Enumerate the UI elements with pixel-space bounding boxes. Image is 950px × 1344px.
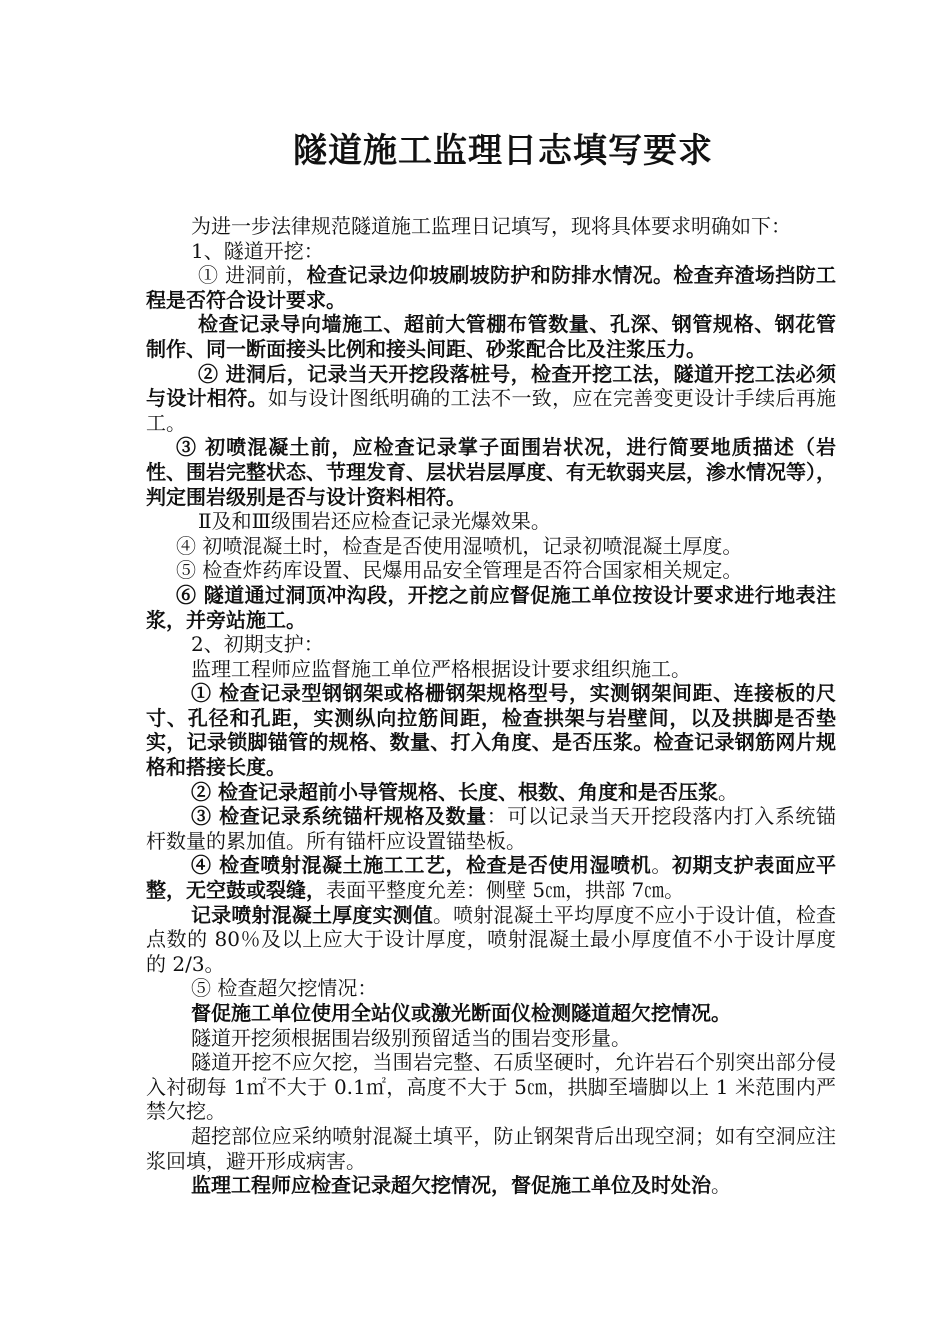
- paragraph: [146, 1050, 836, 1124]
- text-run: ④ 初喷混凝土时，检查是否使用湿喷机，记录初喷混凝土厚度。: [176, 533, 743, 558]
- text-run: 超挖部位应采纳喷射混凝土填平，防止钢架背后出现空洞；如有空洞应注浆回填，避开形成病害。: [146, 1123, 836, 1173]
- text-run: ① 进洞前，: [198, 263, 307, 288]
- paragraph: [146, 853, 836, 902]
- bold-text-run: ① 检查记录型钢钢架或格栅钢架规格型号，实测钢架间距、连接板的尺寸、孔径和孔距，实测纵向拉筋间距，检查拱架与岩壁间，以及拱脚是否垫实，记录锁脚锚管的规格、数量、打入角度、是否压浆。检查记录钢筋网片规格和搭接长度。: [146, 681, 836, 780]
- bold-text-run: ⑥ 隧道通过洞顶冲沟段，开挖之前应督促施工单位按设计要求进行地表注浆，并旁站施工。: [146, 582, 836, 632]
- text-run: 隧道开挖不应欠挖，当围岩完整、石质坚硬时，允许岩石个别突出部分侵入衬砌每 1㎡不大于 0.1㎡，高度不大于 5㎝，拱脚至墙脚以上 1 米范围内严禁欠挖。: [146, 1050, 836, 1124]
- text-run: ⑤ 检查超欠挖情况：: [191, 976, 378, 1001]
- bold-text-run: 检查记录导向墙施工、超前大管棚布管数量、孔深、钢管规格、钢花管制作、同一断面接头比例和接头间距、砂浆配合比及注浆压力。: [146, 312, 836, 361]
- paragraph: [146, 780, 836, 805]
- paragraph: [146, 681, 836, 779]
- paragraph: [146, 239, 836, 264]
- text-run: 如与设计图纸明确的工法不一致，应在完善变更设计手续后再施工。: [146, 386, 837, 435]
- paragraph: [146, 435, 836, 509]
- bold-text-run: ③ 检查记录系统锚杆规格及数量: [191, 804, 487, 829]
- bold-text-run: 督促施工单位使用全站仪或激光断面仪检测隧道超欠挖情况。: [191, 1001, 731, 1025]
- bold-text-run: 记录喷射混凝土厚度实测值: [191, 902, 433, 927]
- text-run: 为进一步法律规范隧道施工监理日记填写，现将具体要求明确如下：: [191, 214, 791, 238]
- bold-text-run: 监理工程师应检查记录超欠挖情况，督促施工单位及时处治: [191, 1173, 711, 1198]
- text-run: 。: [717, 779, 738, 804]
- paragraph: [146, 534, 836, 559]
- paragraph: [146, 362, 836, 436]
- document-page: [146, 128, 836, 1198]
- text-run: 隧道开挖须根据围岩级别预留适当的围岩变形量。: [191, 1025, 631, 1050]
- paragraph: [146, 903, 836, 977]
- document-title: 隧道施工监理日志填写要求: [293, 131, 713, 171]
- paragraph: [146, 657, 836, 682]
- paragraph: [146, 1124, 836, 1173]
- paragraph: [146, 1001, 836, 1026]
- paragraph: [146, 583, 836, 632]
- bold-text-run: 检查记录边仰坡刷坡防护和防排水情况。检查弃渣场挡防工程是否符合设计要求。: [146, 263, 837, 312]
- text-run: 。喷射混凝土平均厚度不应小于设计值，检查点数的 80％及以上应大于设计厚度，喷射混凝土最小厚度值不小于设计厚度的 2/3。: [146, 902, 837, 976]
- paragraph: [146, 632, 836, 657]
- paragraph: [146, 558, 836, 583]
- paragraph: [146, 804, 836, 853]
- text-run: 2、初期支护：: [191, 632, 324, 657]
- paragraph: [146, 312, 836, 361]
- text-run: 。: [651, 853, 672, 878]
- paragraph: [146, 976, 836, 1001]
- paragraph: [146, 1026, 836, 1051]
- text-run: 监理工程师应监督施工单位严格根据设计要求组织施工。: [191, 656, 691, 681]
- paragraph: [146, 263, 836, 312]
- text-run: ⑤ 检查炸药库设置、民爆用品安全管理是否符合国家相关规定。: [176, 558, 743, 583]
- text-run: ：可以记录当天开挖段落内打入系统锚杆数量的累加值。所有锚杆应设置锚垫板。: [146, 804, 836, 853]
- bold-text-run: ② 进洞后，记录当天开挖段落桩号，检查开挖工法，隧道开挖工法必须与设计相符。: [146, 361, 836, 411]
- paragraph: [146, 1173, 836, 1198]
- bold-text-run: ② 检查记录超前小导管规格、长度、根数、角度和是否压浆: [191, 779, 718, 804]
- bold-text-run: 初期支护表面应平整，无空鼓或裂缝，: [146, 853, 837, 903]
- paragraph: [146, 509, 836, 534]
- text-run: Ⅱ及和Ⅲ级围岩还应检查记录光爆效果。: [198, 509, 551, 534]
- paragraph: [146, 214, 836, 239]
- document-body: [146, 214, 836, 1198]
- text-run: 。: [711, 1173, 731, 1198]
- bold-text-run: ③ 初喷混凝土前，应检查记录掌子面围岩状况，进行简要地质描述（岩性、围岩完整状态、节理发育、层状岩层厚度、有无软弱夹层，渗水情况等），判定围岩级别是否与设计资料相符。: [146, 435, 836, 509]
- text-run: 1、隧道开挖：: [191, 238, 324, 263]
- text-run: 表面平整度允差：侧壁 5㎝，拱部 7㎝。: [326, 878, 685, 903]
- bold-text-run: ④ 检查喷射混凝土施工工艺，检查是否使用湿喷机: [191, 853, 652, 878]
